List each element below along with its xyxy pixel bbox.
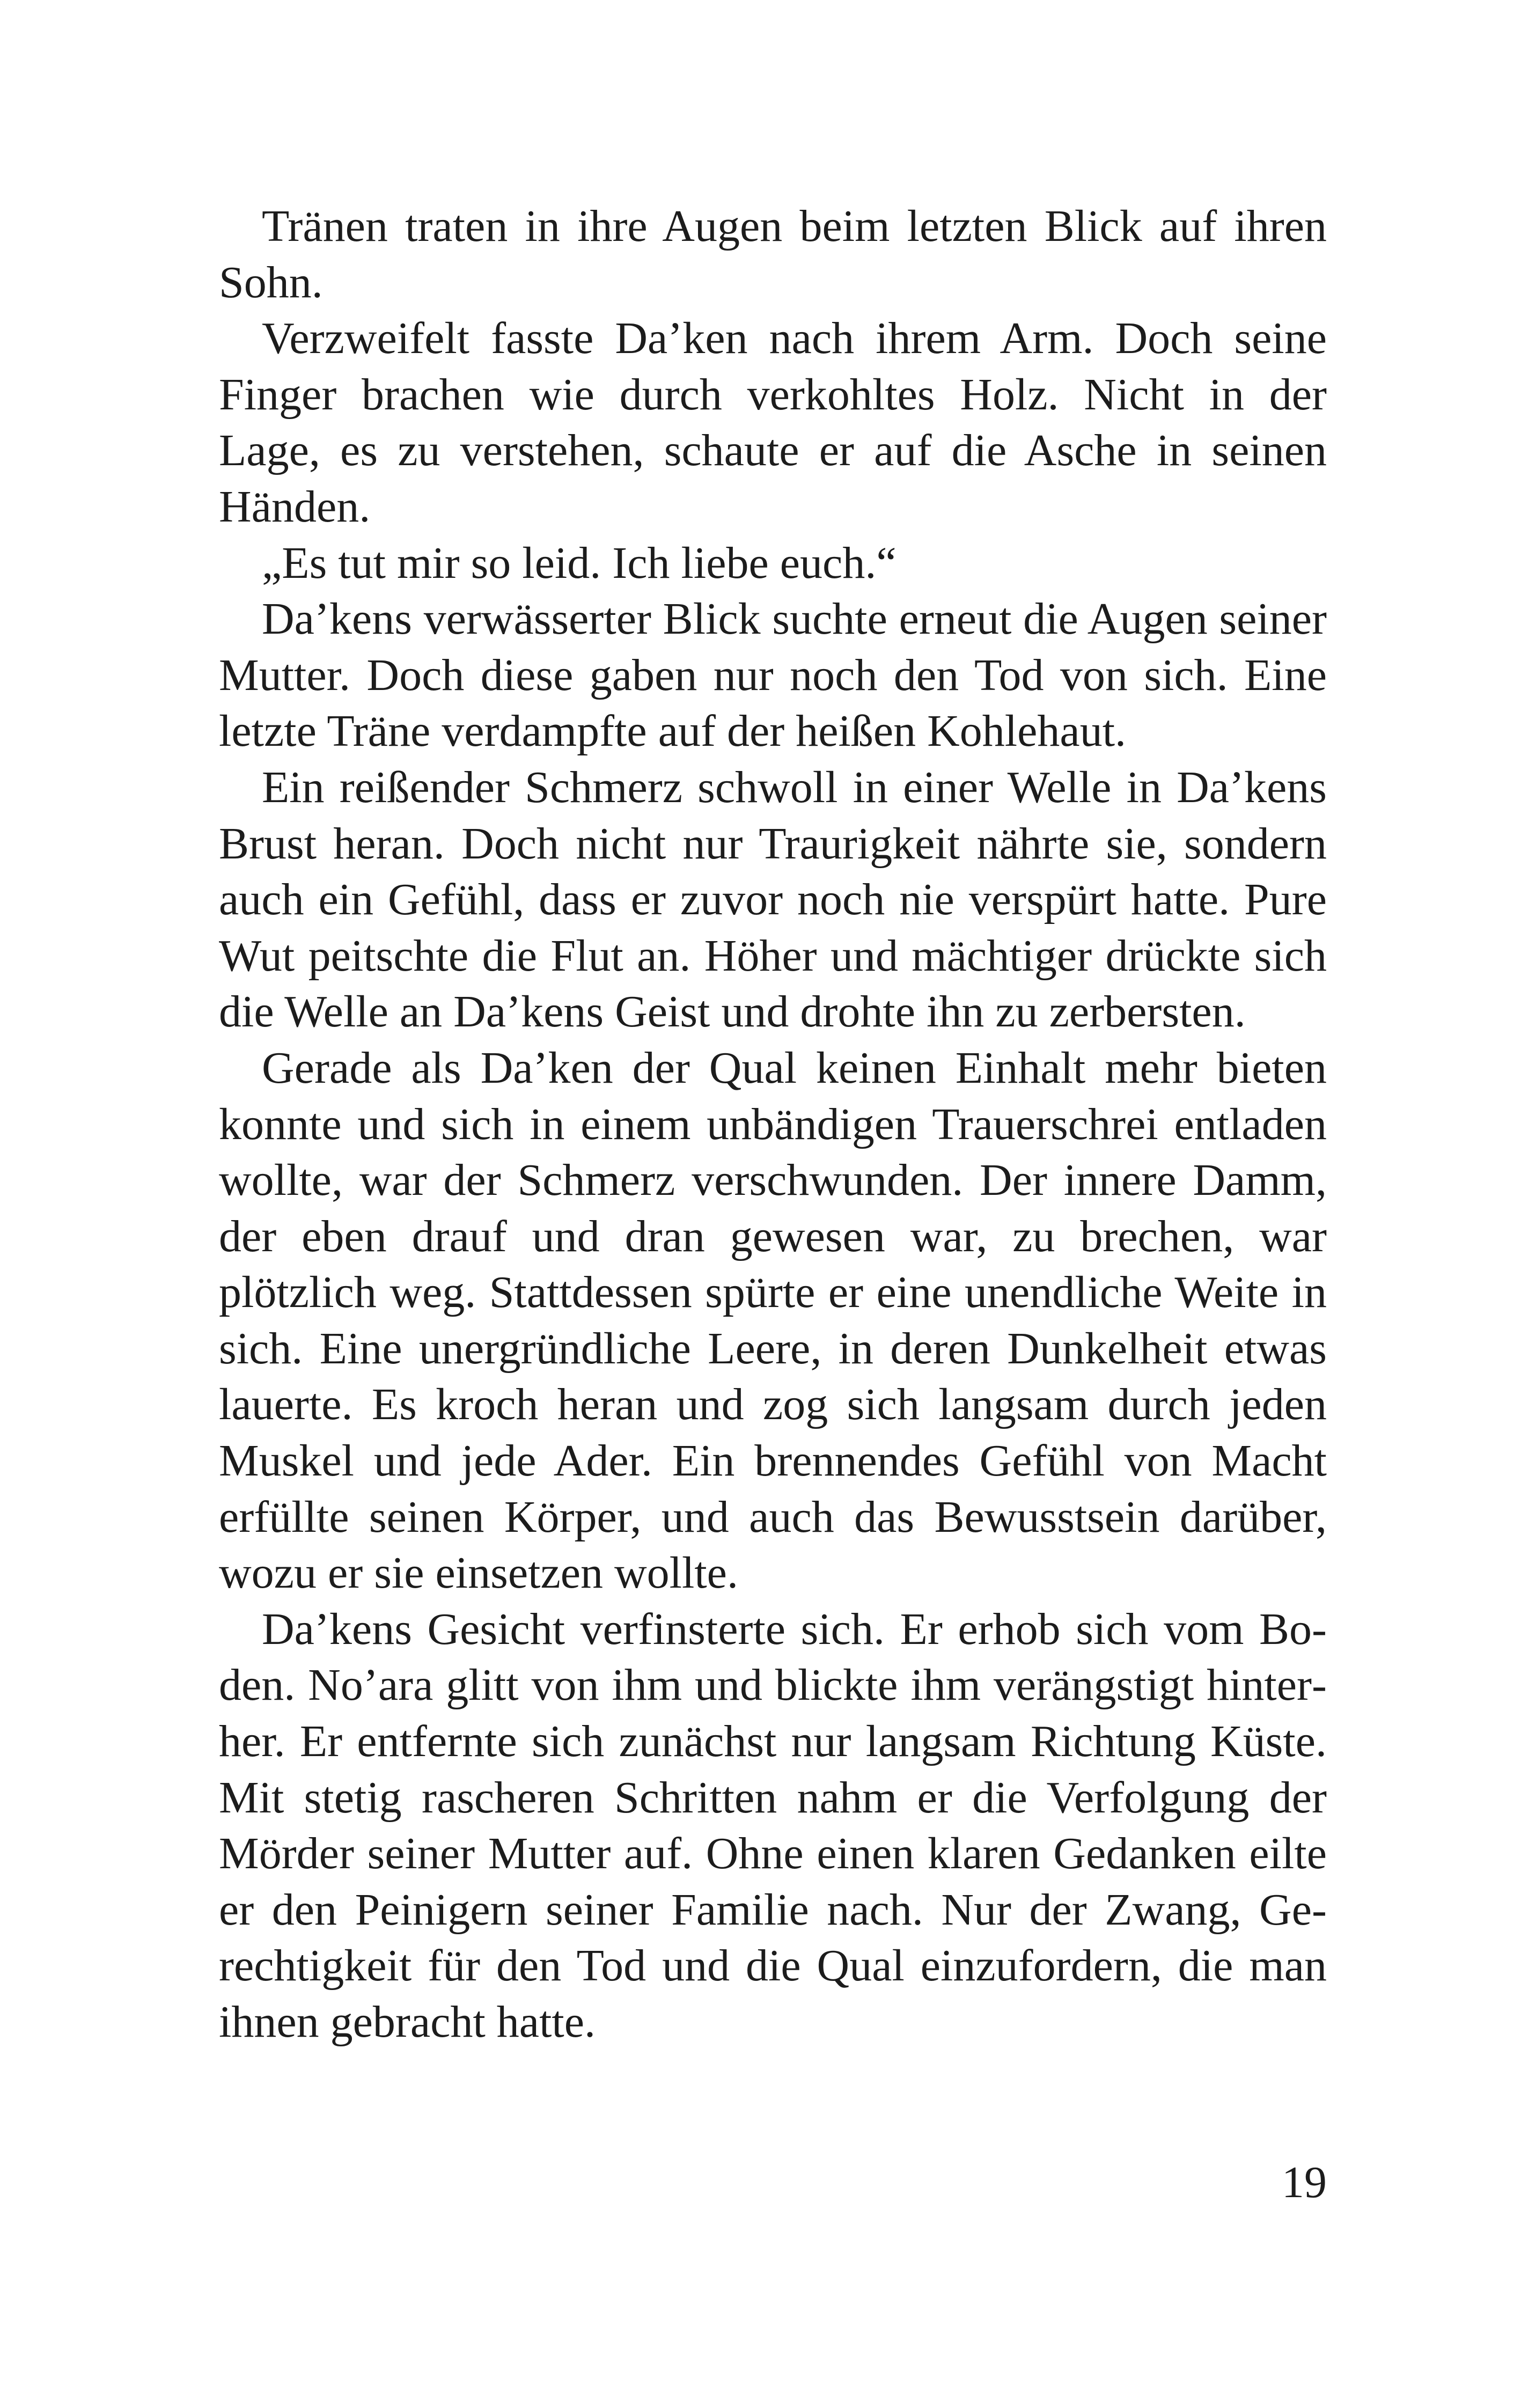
page-number: 19 [1282,2157,1327,2207]
paragraph-2: Verzweifelt fasste Da’ken nach ihrem Arm. Doch seine Finger brachen wie durch verkohltes Holz. Nicht in der Lage, es zu verstehen, schaute er auf die Asche in seinen Händen. [219,313,1327,532]
paragraph-7: Da’kens Gesicht verfinsterte sich. Er erhob sich vom Boden. No’ara glitt von ihm und blickte ihm verängstigt hinterher. Er entfernte sich zunächst nur langsam Richtung Küste. Mit stetig rascheren Schritten nahm er die Verfolgung der Mörder seiner Mutter auf. Ohne einen klaren Gedanken eilte er den Peinigern seiner Familie nach. Nur der Zwang, Gerechtigkeit für den Tod und die Qual einzufordern, die man ihnen gebracht hatte. [219,1604,1327,2047]
paragraph-5: Ein reißender Schmerz schwoll in einer Welle in Da’kens Brust heran. Doch nicht nur Traurigkeit nährte sie, sondern auch ein Gefühl, dass er zuvor noch nie verspürt hatte. Pure Wut peitschte die Flut an. Höher und mächtiger drückte sich die Welle an Da’kens Geist und drohte ihn zu zerbersten. [219,762,1327,1037]
paragraph-1: Tränen traten in ihre Augen beim letzten Blick auf ihren Sohn. [219,201,1327,307]
paragraph-4: Da’kens verwässerter Blick suchte erneut die Augen seiner Mutter. Doch diese gaben nur noch den Tod von sich. Eine letzte Träne verdampfte auf der heißen Kohlehaut. [219,594,1327,757]
paragraph-3: „Es tut mir so leid. Ich liebe euch.“ [262,538,897,588]
paragraph-6: Gerade als Da’ken der Qual keinen Einhalt mehr bieten konnte und sich in einem unbändigen Trauerschrei entladen wollte, war der Schmerz verschwunden. Der innere Damm, der eben drauf und dran gewesen war, zu brechen, war plötzlich weg. Stattdessen spürte er eine unendliche Weite in sich. Eine unergründliche Leere, in deren Dunkelheit etwas lauerte. Es kroch heran und zog sich langsam durch jeden Muskel und jede Ader. Ein brennendes Gefühl von Macht erfüllte seinen Körper, und auch das Bewusstsein darüber, wozu er sie einsetzen wollte. [219,1043,1327,1598]
body-text [219,199,1327,2051]
